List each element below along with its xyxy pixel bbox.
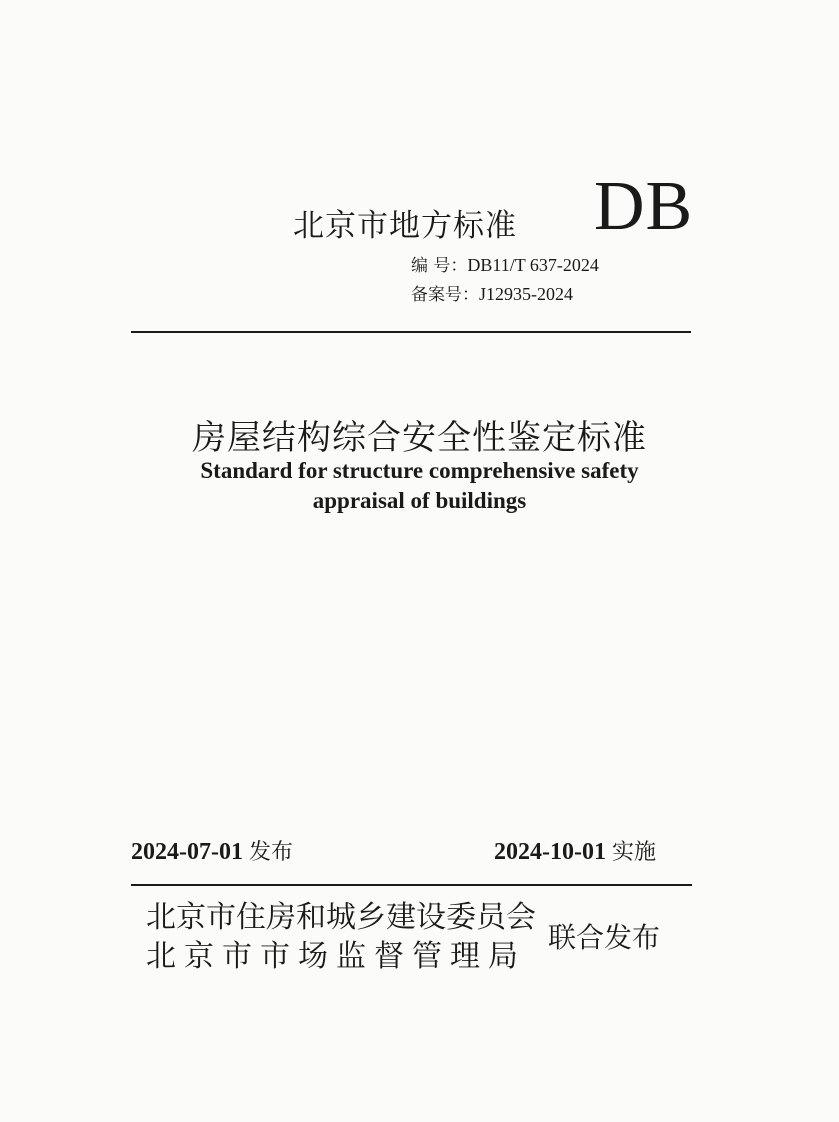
title-english-line-2: appraisal of buildings [312,488,527,513]
effective-date: 2024-10-01 [494,839,606,865]
title-english [0,456,839,516]
record-number-value: J12935-2024 [479,284,573,304]
standard-code-row [411,256,599,275]
record-number-label: 备案号： [411,285,479,305]
issue-label: 发布 [248,840,293,865]
record-number-row [411,285,573,304]
bottom-divider [131,884,692,886]
effective-date-block [494,840,656,864]
title-english-line-1: Standard for structure comprehensive safety [200,458,639,483]
joint-issue-label: 联合发布 [548,921,661,954]
issuer-market-regulation: 北京市市场监督管理局 [146,939,526,974]
standard-code-value: DB11/T 637-2024 [467,255,599,275]
effective-label: 实施 [611,840,656,865]
top-divider [131,331,691,333]
issue-date-block [131,840,293,864]
db-mark: DB [594,168,694,245]
issue-date: 2024-07-01 [131,839,243,865]
issuer-housing-commission: 北京市住房和城乡建设委员会 [146,900,536,935]
standard-code-label: 编 号： [411,256,468,276]
title-chinese: 房屋结构综合安全性鉴定标准 [192,418,647,458]
standard-type: 北京市地方标准 [293,208,517,244]
